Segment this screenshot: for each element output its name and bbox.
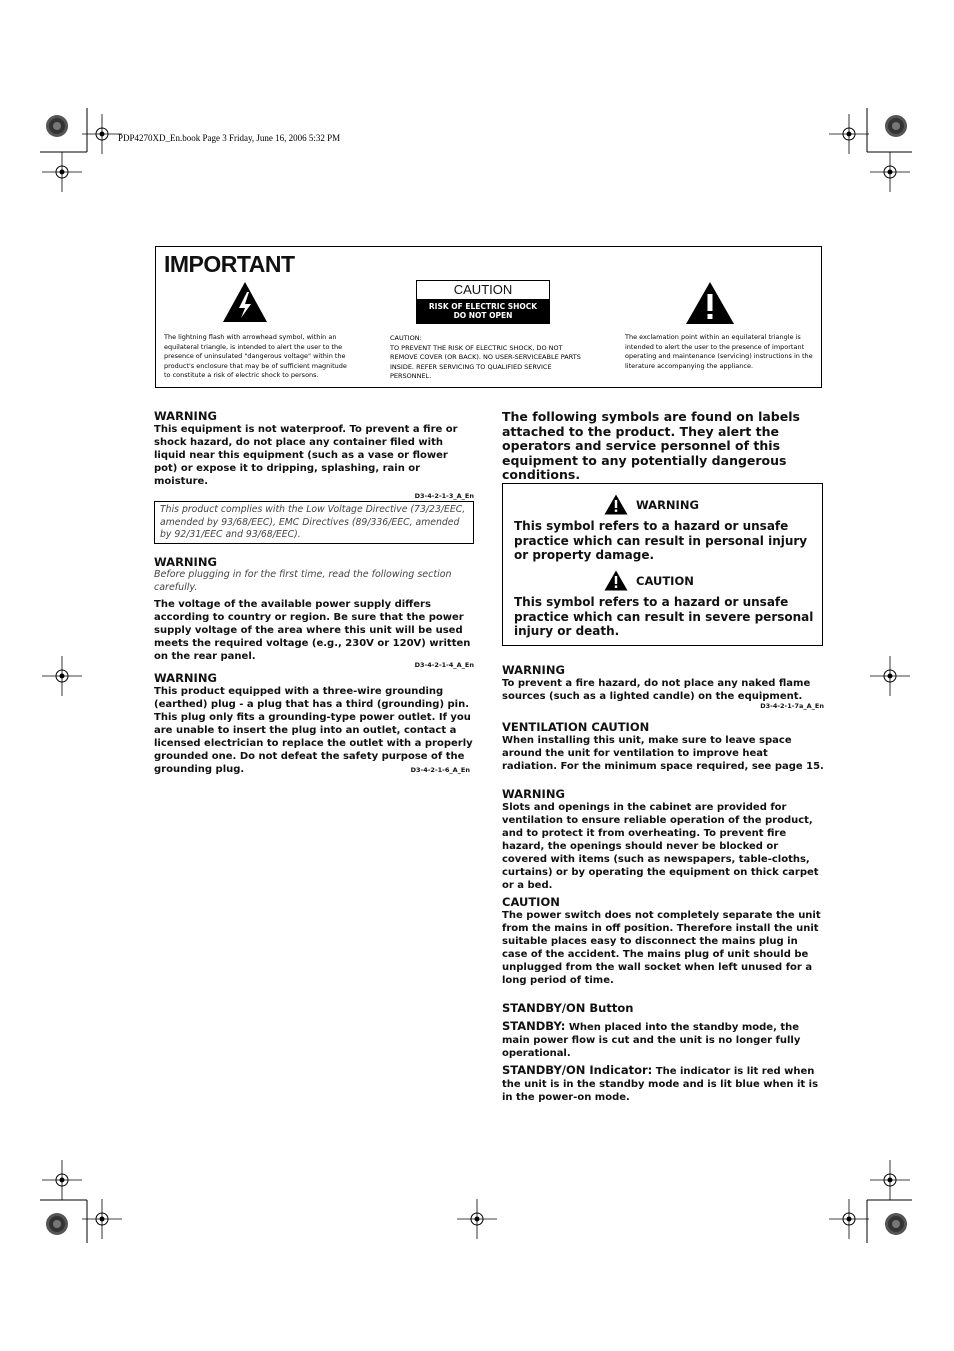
warning-naked-flame xyxy=(502,663,824,710)
standby-section xyxy=(502,1001,824,1104)
warning-openings xyxy=(502,787,824,892)
indicator-body: The indicator is lit red when the unit is in the standby mode and is lit blue when it is in the power-on mode. xyxy=(502,1066,819,1103)
section-intro: Before plugging in for the first time, read the following section carefully. xyxy=(154,569,452,593)
caution-label-warning xyxy=(417,299,549,323)
compliance-text: This product complies with the Low Voltage Directive (73/23/EEC, amended by 93/68/EEC), EMC Directives (89/336/EEC, amended by 92/31/EEC and 93/68/EEC). xyxy=(160,504,466,540)
important-panel xyxy=(155,246,822,388)
caution-label-line-2: DO NOT OPEN xyxy=(453,311,513,320)
caution-label-title: CAUTION xyxy=(453,282,513,297)
section-heading: STANDBY/ON Button xyxy=(502,1001,634,1015)
standby-body: When placed into the standby mode, the main power flow is cut and the unit is no longer fully operational. xyxy=(502,1022,801,1059)
caution-label-line-1: RISK OF ELECTRIC SHOCK xyxy=(428,302,538,311)
caution-label xyxy=(416,280,550,324)
caution-symbol-label: CAUTION xyxy=(636,573,694,588)
caution-triangle-icon xyxy=(604,570,628,591)
section-heading: WARNING xyxy=(502,787,565,801)
exclamation-triangle-icon xyxy=(685,281,735,325)
symbols-legend xyxy=(502,483,823,646)
standby-term: STANDBY: xyxy=(502,1019,566,1033)
warning-symbol-row xyxy=(604,494,699,515)
doc-code: D3-4-2-1-6_A_En xyxy=(410,766,470,774)
compliance-notice xyxy=(154,501,474,544)
doc-code: D3-4-2-1-4_A_En xyxy=(414,661,474,669)
doc-code: D3-4-2-1-3_A_En xyxy=(414,492,474,500)
section-body: Slots and openings in the cabinet are provided for ventilation to ensure reliable operation of the product, and to protect it from overheating. To prevent fire hazard, the openings should never be blocked or covered with items (such as newspapers, table-cloths, curtains) or by operating the equipment on thick carpet or a bed. xyxy=(502,802,819,891)
exclamation-explanation: The exclamation point within an equilateral triangle is intended to alert the user to the presence of important operating and maintenance (servicing) instructions in the literature accompanying the appliance. xyxy=(625,333,813,370)
symbols-lead: The following symbols are found on labels attached to the product. They alert the operators and service personnel of this equipment to any potentially dangerous conditions. xyxy=(502,409,800,482)
caution-explanation: CAUTION: TO PREVENT THE RISK OF ELECTRIC SHOCK, DO NOT REMOVE COVER (OR BACK). NO USER-SERVICEABLE PARTS INSIDE. REFER SERVICING TO QUALIFIED SERVICE PERSONNEL. xyxy=(390,334,581,380)
caution-symbol-text: This symbol refers to a hazard or unsafe practice which can result in severe personal injury or death. xyxy=(514,595,814,638)
section-body: This product equipped with a three-wire grounding (earthed) plug - a plug that has a third (grounding) pin. This plug only fits a grounding-type power outlet. If you are unable to insert the plug into an outlet, contact a licensed electrician to replace the outlet with a properly grounded one. Do not defeat the safety purpose of the grounding plug. xyxy=(154,686,473,775)
warning-voltage xyxy=(154,555,474,669)
section-heading: WARNING xyxy=(154,671,217,685)
lightning-triangle-icon xyxy=(222,281,268,323)
standby-paragraph xyxy=(502,1020,824,1060)
caution-power-switch xyxy=(502,895,824,987)
section-body: When installing this unit, make sure to leave space around the unit for ventilation to improve heat radiation. For the minimum space required, see page 15. xyxy=(502,735,824,772)
section-body: The power switch does not completely separate the unit from the mains in off position. Therefore install the unit suitable places easy to disconnect the mains plug in case of the accident. The mains plug of unit should be unplugged from the wall socket when left unused for a long period of time. xyxy=(502,910,821,986)
section-heading: WARNING xyxy=(502,663,565,677)
warning-grounding xyxy=(154,671,474,774)
section-heading: VENTILATION CAUTION xyxy=(502,720,650,734)
caution-symbol-row xyxy=(604,570,694,591)
doc-code: D3-4-2-1-7a_A_En xyxy=(760,702,824,710)
section-heading: WARNING xyxy=(154,555,217,569)
ventilation-caution xyxy=(502,720,824,773)
lightning-explanation: The lightning flash with arrowhead symbol, within an equilateral triangle, is intended to alert the user to the presence of uninsulated "dangerous voltage" within the product's enclosure that may be of sufficient magnitude to constitute a risk of electric shock to persons. xyxy=(164,333,347,379)
important-title: IMPORTANT xyxy=(164,251,295,277)
warning-waterproof xyxy=(154,409,474,500)
section-heading: WARNING xyxy=(154,409,217,423)
indicator-term: STANDBY/ON Indicator: xyxy=(502,1063,653,1077)
print-slug: PDP4270XD_En.book Page 3 Friday, June 16, 2006 5:32 PM xyxy=(118,133,341,143)
warning-symbol-text: This symbol refers to a hazard or unsafe practice which can result in personal injury or property damage. xyxy=(514,519,808,562)
section-body: The voltage of the available power supply differs according to country or region. Be sure that the power supply voltage of the area where this unit will be used meets the required voltage (e.g., 230V or 120V) written on the rear panel. xyxy=(154,599,471,662)
section-body: This equipment is not waterproof. To prevent a fire or shock hazard, do not place any container filed with liquid near this equipment (such as a vase or flower pot) or expose it to dripping, splashing, rain or moisture. xyxy=(154,424,458,487)
section-heading: CAUTION xyxy=(502,895,560,909)
warning-triangle-icon xyxy=(604,494,628,515)
warning-symbol-label: WARNING xyxy=(636,497,699,512)
indicator-paragraph xyxy=(502,1064,824,1104)
section-body: To prevent a fire hazard, do not place any naked flame sources (such as a lighted candle) on the equipment. xyxy=(502,678,811,702)
